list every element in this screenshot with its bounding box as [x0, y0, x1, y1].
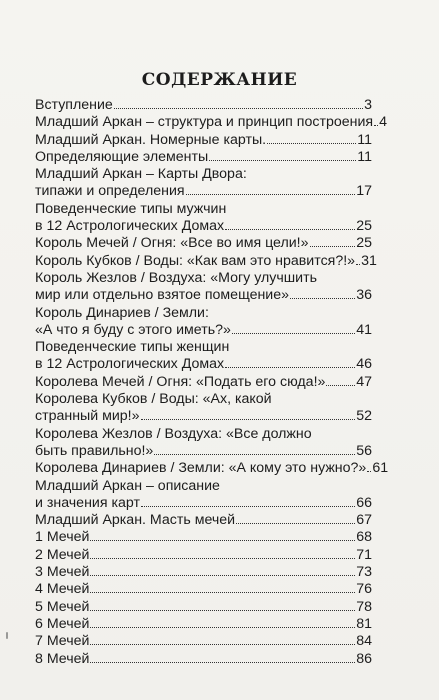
toc-entry	[35, 305, 372, 340]
toc-entry-title: Младший Аркан – структура и принцип построения	[35, 114, 374, 131]
dot-leader	[290, 298, 355, 299]
toc-entry-title: 1 Мечей	[35, 529, 90, 546]
toc-entry-line	[35, 443, 372, 460]
toc-entry	[35, 132, 372, 149]
toc-entry-title: Король Мечей / Огня: «Все во имя цели!»	[35, 235, 309, 252]
toc-entry-title: 4 Мечей	[35, 581, 90, 598]
dot-leader	[374, 125, 378, 126]
toc-entry-line	[35, 166, 372, 183]
toc-entry-line	[35, 252, 377, 270]
toc-entry	[35, 235, 372, 252]
toc-entry	[35, 270, 372, 305]
toc-entry-title: мир или отдельно взятое помещение»	[35, 287, 290, 304]
toc-page-number: 61	[372, 460, 389, 477]
toc-entry-line	[35, 529, 372, 546]
toc-page-number: 67	[356, 512, 372, 529]
toc-entry-line	[35, 132, 372, 149]
dot-leader	[154, 454, 355, 455]
dot-leader	[232, 333, 355, 334]
toc-entry	[35, 97, 372, 114]
toc-entry	[35, 426, 372, 461]
dot-leader	[209, 160, 356, 161]
toc-entry-line	[35, 408, 372, 425]
toc-page-number: 3	[364, 97, 372, 113]
toc-page-number: 56	[356, 442, 372, 459]
toc-entry-line	[35, 322, 372, 339]
dot-leader	[90, 558, 355, 559]
toc-page-number: 47	[356, 373, 372, 390]
toc-page-number: 46	[356, 356, 372, 373]
toc-page-number: 11	[357, 148, 372, 165]
toc-entry	[35, 149, 372, 166]
toc-entry-line	[35, 149, 372, 166]
toc-entry-title: Король Кубков / Воды: «Как вам это нравится?!»	[35, 252, 356, 269]
toc-entry-title: 6 Мечей	[35, 615, 90, 632]
toc-entry-line	[35, 235, 372, 252]
toc-page-number: 71	[356, 546, 372, 563]
toc-entry-title: «А что я буду с этого иметь?»	[35, 321, 231, 338]
toc-entry-title: Король Жезлов / Воздуха: «Могу улучшить	[35, 269, 317, 286]
toc-page-number: 25	[356, 235, 372, 252]
toc-page-number: 84	[356, 633, 372, 650]
toc-entry-title: в 12 Астрологических Домах	[35, 218, 225, 235]
dot-leader	[356, 264, 360, 265]
toc-entry-line	[35, 374, 372, 391]
toc-page-number: 25	[356, 218, 372, 235]
toc-entry-title: 7 Мечей	[35, 633, 90, 650]
toc-entry	[35, 564, 372, 581]
toc-page-number: 81	[356, 615, 372, 632]
toc-entry-title: 8 Мечей	[35, 650, 90, 667]
toc-entry-title: типажи и определения	[35, 183, 185, 200]
toc-entry-line	[35, 97, 372, 114]
toc-entry	[35, 478, 372, 513]
dot-leader	[186, 194, 356, 195]
toc-page-number: 68	[356, 529, 372, 546]
toc-entry-line	[35, 305, 372, 322]
toc-entry-title: Королева Кубков / Воды: «Ах, какой	[35, 391, 272, 408]
toc-entry-title: Вступление	[35, 97, 113, 113]
toc-entry	[35, 633, 372, 650]
toc-entry-line	[35, 218, 372, 235]
toc-entry-line	[35, 495, 372, 512]
toc-entry-line	[35, 478, 372, 495]
dot-leader	[326, 385, 355, 386]
toc-entry	[35, 651, 372, 668]
toc-entry	[35, 114, 387, 131]
table-of-contents	[35, 97, 389, 668]
dot-leader	[310, 246, 356, 247]
dot-leader	[90, 610, 355, 611]
toc-page-number: 36	[356, 287, 372, 304]
toc-entry-line	[35, 114, 387, 131]
page-mark	[6, 632, 8, 639]
toc-entry	[35, 547, 372, 564]
toc-entry	[35, 581, 372, 598]
toc-entry-title: в 12 Астрологических Домах	[35, 356, 225, 373]
toc-entry-title: 3 Мечей	[35, 564, 90, 581]
dot-leader	[114, 108, 363, 109]
toc-entry-title: и значения карт	[35, 494, 140, 511]
toc-entry	[35, 529, 372, 546]
toc-entry-line	[35, 564, 372, 581]
toc-entry	[35, 460, 389, 477]
dot-leader	[90, 644, 355, 645]
toc-entry-title: Поведенческие типы женщин	[35, 339, 230, 356]
dot-leader	[141, 419, 356, 420]
toc-entry-title: 5 Мечей	[35, 598, 90, 615]
dot-leader	[141, 506, 355, 507]
dot-leader	[267, 143, 356, 144]
toc-entry-line	[35, 581, 372, 598]
toc-page-number: 86	[356, 650, 372, 667]
dot-leader	[367, 471, 371, 472]
toc-page-number: 66	[356, 494, 372, 511]
toc-page-number: 52	[356, 408, 372, 425]
dot-leader	[225, 367, 355, 368]
toc-page-number: 11	[357, 131, 372, 148]
toc-entry-line	[35, 270, 372, 287]
toc-entry-line	[35, 391, 372, 408]
toc-entry-line	[35, 599, 372, 616]
toc-entry-title: странный мир!»	[35, 408, 140, 425]
toc-entry-title: Младший Аркан. Масть мечей	[35, 512, 236, 529]
toc-entry-title: Поведенческие типы мужчин	[35, 200, 227, 217]
toc-entry	[35, 339, 372, 374]
toc-entry-title: Младший Аркан. Номерные карты.	[35, 131, 267, 148]
toc-page-number: 73	[356, 564, 372, 581]
toc-entry-title: Определяющие элементы	[35, 148, 209, 165]
toc-entry	[35, 512, 372, 529]
toc-entry-title: Королева Жезлов / Воздуха: «Все должно	[35, 425, 312, 442]
toc-page-number: 41	[356, 321, 372, 338]
dot-leader	[90, 592, 355, 593]
toc-entry	[35, 391, 372, 426]
dot-leader	[90, 575, 355, 576]
toc-entry-line	[35, 426, 372, 443]
toc-page-number: 31	[361, 252, 377, 269]
dot-leader	[90, 662, 355, 663]
toc-page-number: 76	[356, 581, 372, 598]
toc-entry-line	[35, 633, 372, 650]
toc-entry	[35, 201, 372, 236]
toc-entry-line	[35, 547, 372, 564]
toc-entry-line	[35, 201, 372, 218]
dot-leader	[225, 229, 355, 230]
toc-entry-title: Младший Аркан – описание	[35, 477, 220, 494]
toc-entry-title: 2 Мечей	[35, 546, 90, 563]
toc-entry	[35, 374, 372, 391]
toc-entry	[35, 252, 377, 270]
toc-entry-line	[35, 183, 372, 200]
toc-entry-line	[35, 339, 372, 356]
dot-leader	[236, 523, 355, 524]
toc-entry-title: быть правильно!»	[35, 442, 154, 459]
toc-entry-line	[35, 460, 389, 477]
toc-entry-title: Младший Аркан – Карты Двора:	[35, 166, 247, 183]
toc-entry-line	[35, 356, 372, 373]
toc-entry	[35, 616, 372, 633]
dot-leader	[90, 540, 355, 541]
toc-entry	[35, 599, 372, 616]
toc-page-number: 17	[356, 183, 372, 200]
toc-entry-title: Королева Динариев / Земли: «А кому это нужно?»	[35, 460, 367, 477]
dot-leader	[90, 627, 355, 628]
toc-entry-title: Король Динариев / Земли:	[35, 304, 209, 321]
toc-entry-title: Королева Мечей / Огня: «Подать его сюда!»	[35, 373, 326, 390]
toc-entry	[35, 166, 372, 201]
toc-entry-line	[35, 287, 372, 304]
toc-page-number: 78	[356, 598, 372, 615]
toc-entry-line	[35, 512, 372, 529]
toc-entry-line	[35, 651, 372, 668]
page-title: СОДЕРЖАНИЕ	[141, 70, 298, 90]
toc-entry-line	[35, 616, 372, 633]
toc-page-number: 4	[379, 114, 387, 131]
